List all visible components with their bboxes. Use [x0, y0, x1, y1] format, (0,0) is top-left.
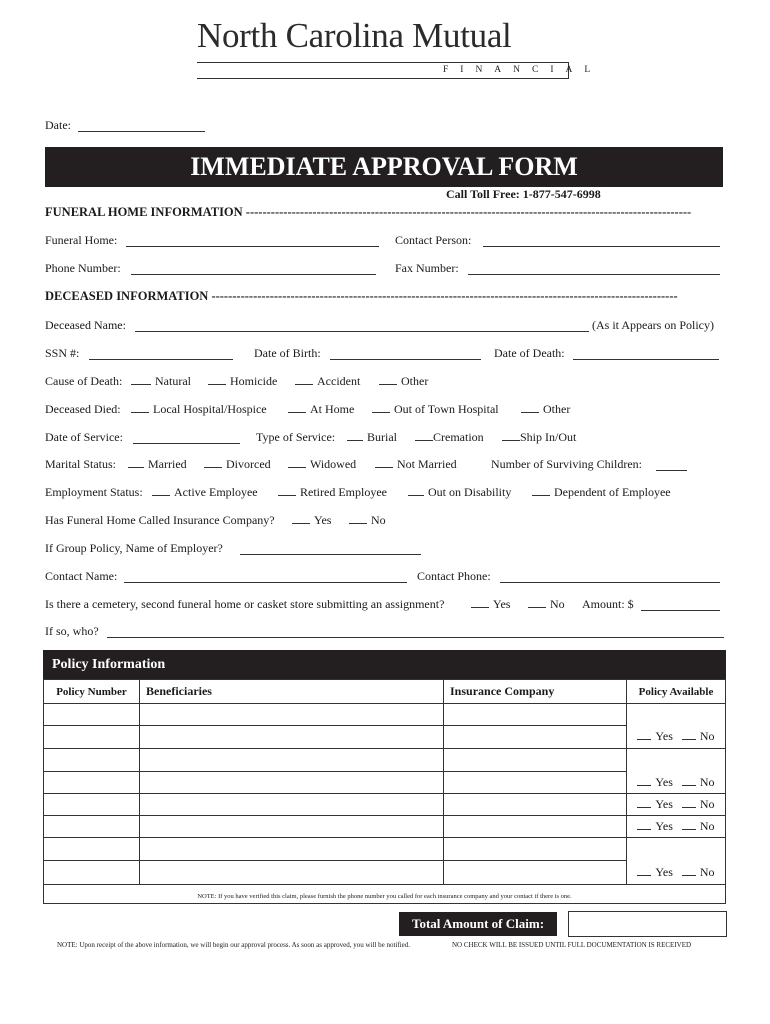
yes-label: Yes — [655, 774, 673, 789]
service-date-field[interactable] — [133, 443, 240, 444]
service-option-cremation[interactable] — [415, 430, 484, 445]
policy-table-header-row — [44, 680, 726, 704]
employment-option-dependent[interactable] — [532, 485, 671, 500]
service-type-label: Type of Service: — [256, 430, 336, 444]
dob-label: Date of Birth: — [254, 346, 321, 360]
group-policy-label: If Group Policy, Name of Employer? — [45, 541, 223, 555]
form-title-bar — [45, 147, 723, 187]
company-cell[interactable] — [444, 726, 627, 749]
company-logo-name: North Carolina Mutual — [197, 16, 512, 55]
checkbox-blank[interactable] — [379, 384, 397, 385]
table-row — [44, 861, 726, 885]
marital-option-married[interactable] — [128, 457, 187, 472]
company-cell[interactable] — [444, 838, 627, 861]
checkbox-blank[interactable] — [204, 467, 222, 468]
no-label: No — [699, 819, 715, 833]
checkbox-blank[interactable] — [208, 384, 226, 385]
yes-label: Yes — [655, 729, 673, 744]
total-amount-field[interactable] — [568, 911, 727, 937]
checkbox-blank[interactable] — [288, 412, 306, 413]
as-appears-note: (As it Appears on Policy) — [592, 318, 714, 332]
employment-label: Employment Status: — [45, 485, 143, 499]
cemetery-no-option[interactable] — [528, 597, 565, 612]
marital-label: Marital Status: — [45, 457, 116, 471]
policy-note-cell — [44, 885, 726, 904]
option-label: Dependent of Employee — [554, 485, 671, 499]
died-option-local-hospital[interactable] — [131, 402, 267, 417]
checkbox-blank[interactable] — [637, 829, 651, 830]
option-label: Natural — [155, 374, 191, 388]
available-cell[interactable] — [627, 794, 726, 816]
beneficiaries-cell[interactable] — [140, 794, 444, 816]
children-field[interactable] — [656, 470, 687, 471]
policy-number-cell[interactable] — [44, 794, 140, 816]
contact-name-field[interactable] — [124, 582, 407, 583]
checkbox-blank[interactable] — [471, 607, 489, 608]
employment-option-active[interactable] — [152, 485, 258, 500]
cause-label: Cause of Death: — [45, 374, 123, 388]
option-label: Cremation — [433, 430, 484, 444]
service-option-ship[interactable] — [502, 430, 576, 445]
died-option-out-of-town[interactable] — [372, 402, 499, 417]
beneficiaries-cell[interactable] — [140, 816, 444, 838]
option-label: Other — [401, 374, 429, 388]
no-label: No — [699, 774, 715, 789]
policy-number-cell[interactable] — [44, 726, 140, 749]
cause-option-homicide[interactable] — [208, 374, 277, 389]
cemetery-question: Is there a cemetery, second funeral home or casket store submitting an assignment? — [45, 597, 445, 611]
no-label: No — [699, 729, 715, 744]
available-cell[interactable] — [627, 749, 726, 772]
policy-number-cell[interactable] — [44, 749, 140, 772]
ssn-label: SSN #: — [45, 346, 80, 360]
policy-note: NOTE: If you have verified this claim, please furnish the phone number you called for each insurance company and your contact if there is one. — [197, 892, 572, 900]
beneficiaries-cell[interactable] — [140, 704, 444, 726]
available-cell[interactable] — [627, 861, 726, 885]
company-cell[interactable] — [444, 816, 627, 838]
policy-table — [43, 679, 726, 904]
called-yes-option[interactable] — [292, 513, 331, 528]
table-row — [44, 794, 726, 816]
table-row — [44, 704, 726, 726]
option-label: Other — [543, 402, 571, 416]
if-so-label: If so, who? — [45, 624, 99, 638]
no-label: No — [699, 797, 715, 811]
option-label: Divorced — [226, 457, 271, 471]
policy-number-cell[interactable] — [44, 816, 140, 838]
checkbox-blank[interactable] — [288, 467, 306, 468]
checkbox-blank[interactable] — [131, 412, 149, 413]
checkbox-blank[interactable] — [372, 412, 390, 413]
checkbox-blank[interactable] — [682, 785, 696, 786]
policy-number-cell[interactable] — [44, 861, 140, 885]
if-so-field[interactable] — [107, 637, 724, 638]
cause-option-accident[interactable] — [295, 374, 360, 389]
beneficiaries-cell[interactable] — [140, 861, 444, 885]
policy-number-cell[interactable] — [44, 838, 140, 861]
company-cell[interactable] — [444, 861, 627, 885]
table-row — [44, 816, 726, 838]
service-date-label: Date of Service: — [45, 430, 123, 444]
company-cell[interactable] — [444, 749, 627, 772]
available-cell[interactable] — [627, 816, 726, 838]
no-label: No — [699, 864, 715, 879]
checkbox-blank[interactable] — [375, 467, 393, 468]
employment-option-disability[interactable] — [408, 485, 511, 500]
phone-label: Phone Number: — [45, 261, 121, 275]
contact-phone-label: Contact Phone: — [417, 569, 491, 583]
option-label: Married — [148, 457, 187, 471]
dod-field[interactable] — [573, 359, 719, 360]
policy-number-cell[interactable] — [44, 704, 140, 726]
option-label: No — [550, 597, 565, 611]
checkbox-blank[interactable] — [637, 807, 651, 808]
logo-rule — [197, 62, 569, 63]
died-option-other[interactable] — [521, 402, 570, 417]
policy-info-header-bar — [43, 650, 726, 679]
checkbox-blank[interactable] — [278, 495, 296, 496]
checkbox-blank[interactable] — [347, 440, 363, 441]
col-insurance-company-label: Insurance Company — [450, 684, 555, 698]
option-label: Ship In/Out — [520, 430, 577, 444]
cemetery-yes-option[interactable] — [471, 597, 510, 612]
table-row — [44, 772, 726, 794]
option-label: Yes — [493, 597, 511, 611]
marital-option-divorced[interactable] — [204, 457, 271, 472]
option-label: Out of Town Hospital — [394, 402, 499, 416]
checkbox-blank[interactable] — [682, 829, 696, 830]
col-policy-available — [627, 680, 726, 704]
marital-option-widowed[interactable] — [288, 457, 356, 472]
company-logo-sub: FINANCIAL — [443, 65, 603, 75]
contact-person-field[interactable] — [483, 246, 720, 247]
checkbox-blank[interactable] — [292, 523, 310, 524]
form-title: IMMEDIATE APPROVAL FORM — [190, 152, 578, 181]
died-option-at-home[interactable] — [288, 402, 354, 417]
dob-field[interactable] — [330, 359, 481, 360]
col-beneficiaries — [140, 680, 444, 704]
died-label: Deceased Died: — [45, 402, 121, 416]
available-cell[interactable] — [627, 772, 726, 794]
funeral-home-label: Funeral Home: — [45, 233, 118, 247]
funeral-home-field[interactable] — [126, 246, 379, 247]
called-insurance-label: Has Funeral Home Called Insurance Company? — [45, 513, 275, 527]
yes-label: Yes — [655, 819, 673, 833]
amount-label: Amount: $ — [582, 597, 634, 611]
option-label: Not Married — [397, 457, 457, 471]
checkbox-blank[interactable] — [131, 384, 151, 385]
fax-label: Fax Number: — [395, 261, 459, 275]
contact-person-label: Contact Person: — [395, 233, 472, 247]
option-label: Out on Disability — [428, 485, 512, 499]
option-label: Homicide — [230, 374, 278, 388]
company-cell[interactable] — [444, 794, 627, 816]
yes-label: Yes — [655, 797, 673, 811]
employment-option-retired[interactable] — [278, 485, 387, 500]
policy-note-row — [44, 885, 726, 904]
checkbox-blank[interactable] — [682, 807, 696, 808]
footer-note-process: NOTE: Upon receipt of the above information, we will begin our approval process. As soon as approved, you will be notified. — [57, 941, 411, 949]
beneficiaries-cell[interactable] — [140, 772, 444, 794]
option-label: Retired Employee — [300, 485, 387, 499]
option-label: Local Hospital/Hospice — [153, 402, 267, 416]
company-cell[interactable] — [444, 772, 627, 794]
option-label: At Home — [310, 402, 355, 416]
option-label: Active Employee — [174, 485, 258, 499]
checkbox-blank[interactable] — [502, 440, 520, 441]
col-beneficiaries-label: Beneficiaries — [146, 684, 212, 698]
beneficiaries-cell[interactable] — [140, 726, 444, 749]
option-label: Accident — [317, 374, 361, 388]
checkbox-blank[interactable] — [637, 785, 651, 786]
table-row — [44, 726, 726, 749]
checkbox-blank[interactable] — [682, 875, 696, 876]
col-insurance-company — [444, 680, 627, 704]
date-field[interactable] — [78, 131, 205, 132]
group-policy-field[interactable] — [240, 554, 421, 555]
checkbox-blank[interactable] — [637, 739, 651, 740]
service-option-burial[interactable] — [347, 430, 397, 445]
option-label: Burial — [367, 430, 397, 444]
total-label-bar — [399, 912, 557, 936]
available-cell[interactable] — [627, 726, 726, 749]
checkbox-blank[interactable] — [532, 495, 550, 496]
deceased-name-label: Deceased Name: — [45, 318, 126, 332]
table-row — [44, 838, 726, 861]
available-cell[interactable] — [627, 838, 726, 861]
cause-option-natural[interactable] — [131, 374, 191, 389]
toll-free: Call Toll Free: 1-877-547-6998 — [446, 187, 601, 201]
total-label: Total Amount of Claim: — [411, 916, 545, 931]
checkbox-blank[interactable] — [415, 440, 433, 441]
policy-info-header: Policy Information — [52, 657, 166, 672]
funeral-section-heading: FUNERAL HOME INFORMATION ----------------------------------------------------------------------------------------------------------- — [45, 205, 692, 219]
logo-rule-bottom — [197, 78, 569, 79]
children-label: Number of Surviving Children: — [491, 457, 642, 471]
col-policy-number-label: Policy Number — [56, 685, 127, 698]
col-policy-number — [44, 680, 140, 704]
checkbox-blank[interactable] — [128, 467, 144, 468]
col-policy-available-label: Policy Available — [638, 685, 714, 698]
beneficiaries-cell[interactable] — [140, 838, 444, 861]
checkbox-blank[interactable] — [152, 495, 170, 496]
company-cell[interactable] — [444, 704, 627, 726]
checkbox-blank[interactable] — [295, 384, 313, 385]
fax-field[interactable] — [468, 274, 720, 275]
amount-field[interactable] — [641, 610, 720, 611]
beneficiaries-cell[interactable] — [140, 749, 444, 772]
date-label: Date: — [45, 118, 71, 132]
table-row — [44, 749, 726, 772]
cause-option-other[interactable] — [379, 374, 428, 389]
marital-option-not-married[interactable] — [375, 457, 457, 472]
contact-name-label: Contact Name: — [45, 569, 118, 583]
called-no-option[interactable] — [349, 513, 386, 528]
dod-label: Date of Death: — [494, 346, 565, 360]
contact-phone-field[interactable] — [500, 582, 720, 583]
checkbox-blank[interactable] — [682, 739, 696, 740]
option-label: Yes — [314, 513, 332, 527]
yes-label: Yes — [655, 864, 673, 879]
checkbox-blank[interactable] — [521, 412, 539, 413]
checkbox-blank[interactable] — [637, 875, 651, 876]
footer-note-no-check: NO CHECK WILL BE ISSUED UNTIL FULL DOCUMENTATION IS RECEIVED — [452, 941, 692, 949]
deceased-name-field[interactable] — [135, 331, 589, 332]
ssn-field[interactable] — [89, 359, 233, 360]
checkbox-blank[interactable] — [349, 523, 367, 524]
policy-number-cell[interactable] — [44, 772, 140, 794]
phone-field[interactable] — [131, 274, 376, 275]
deceased-section-heading: DECEASED INFORMATION ---------------------------------------------------------------------------------------------------------------- — [45, 289, 678, 303]
option-label: Widowed — [310, 457, 357, 471]
checkbox-blank[interactable] — [408, 495, 424, 496]
available-cell[interactable] — [627, 704, 726, 726]
checkbox-blank[interactable] — [528, 607, 546, 608]
option-label: No — [371, 513, 386, 527]
